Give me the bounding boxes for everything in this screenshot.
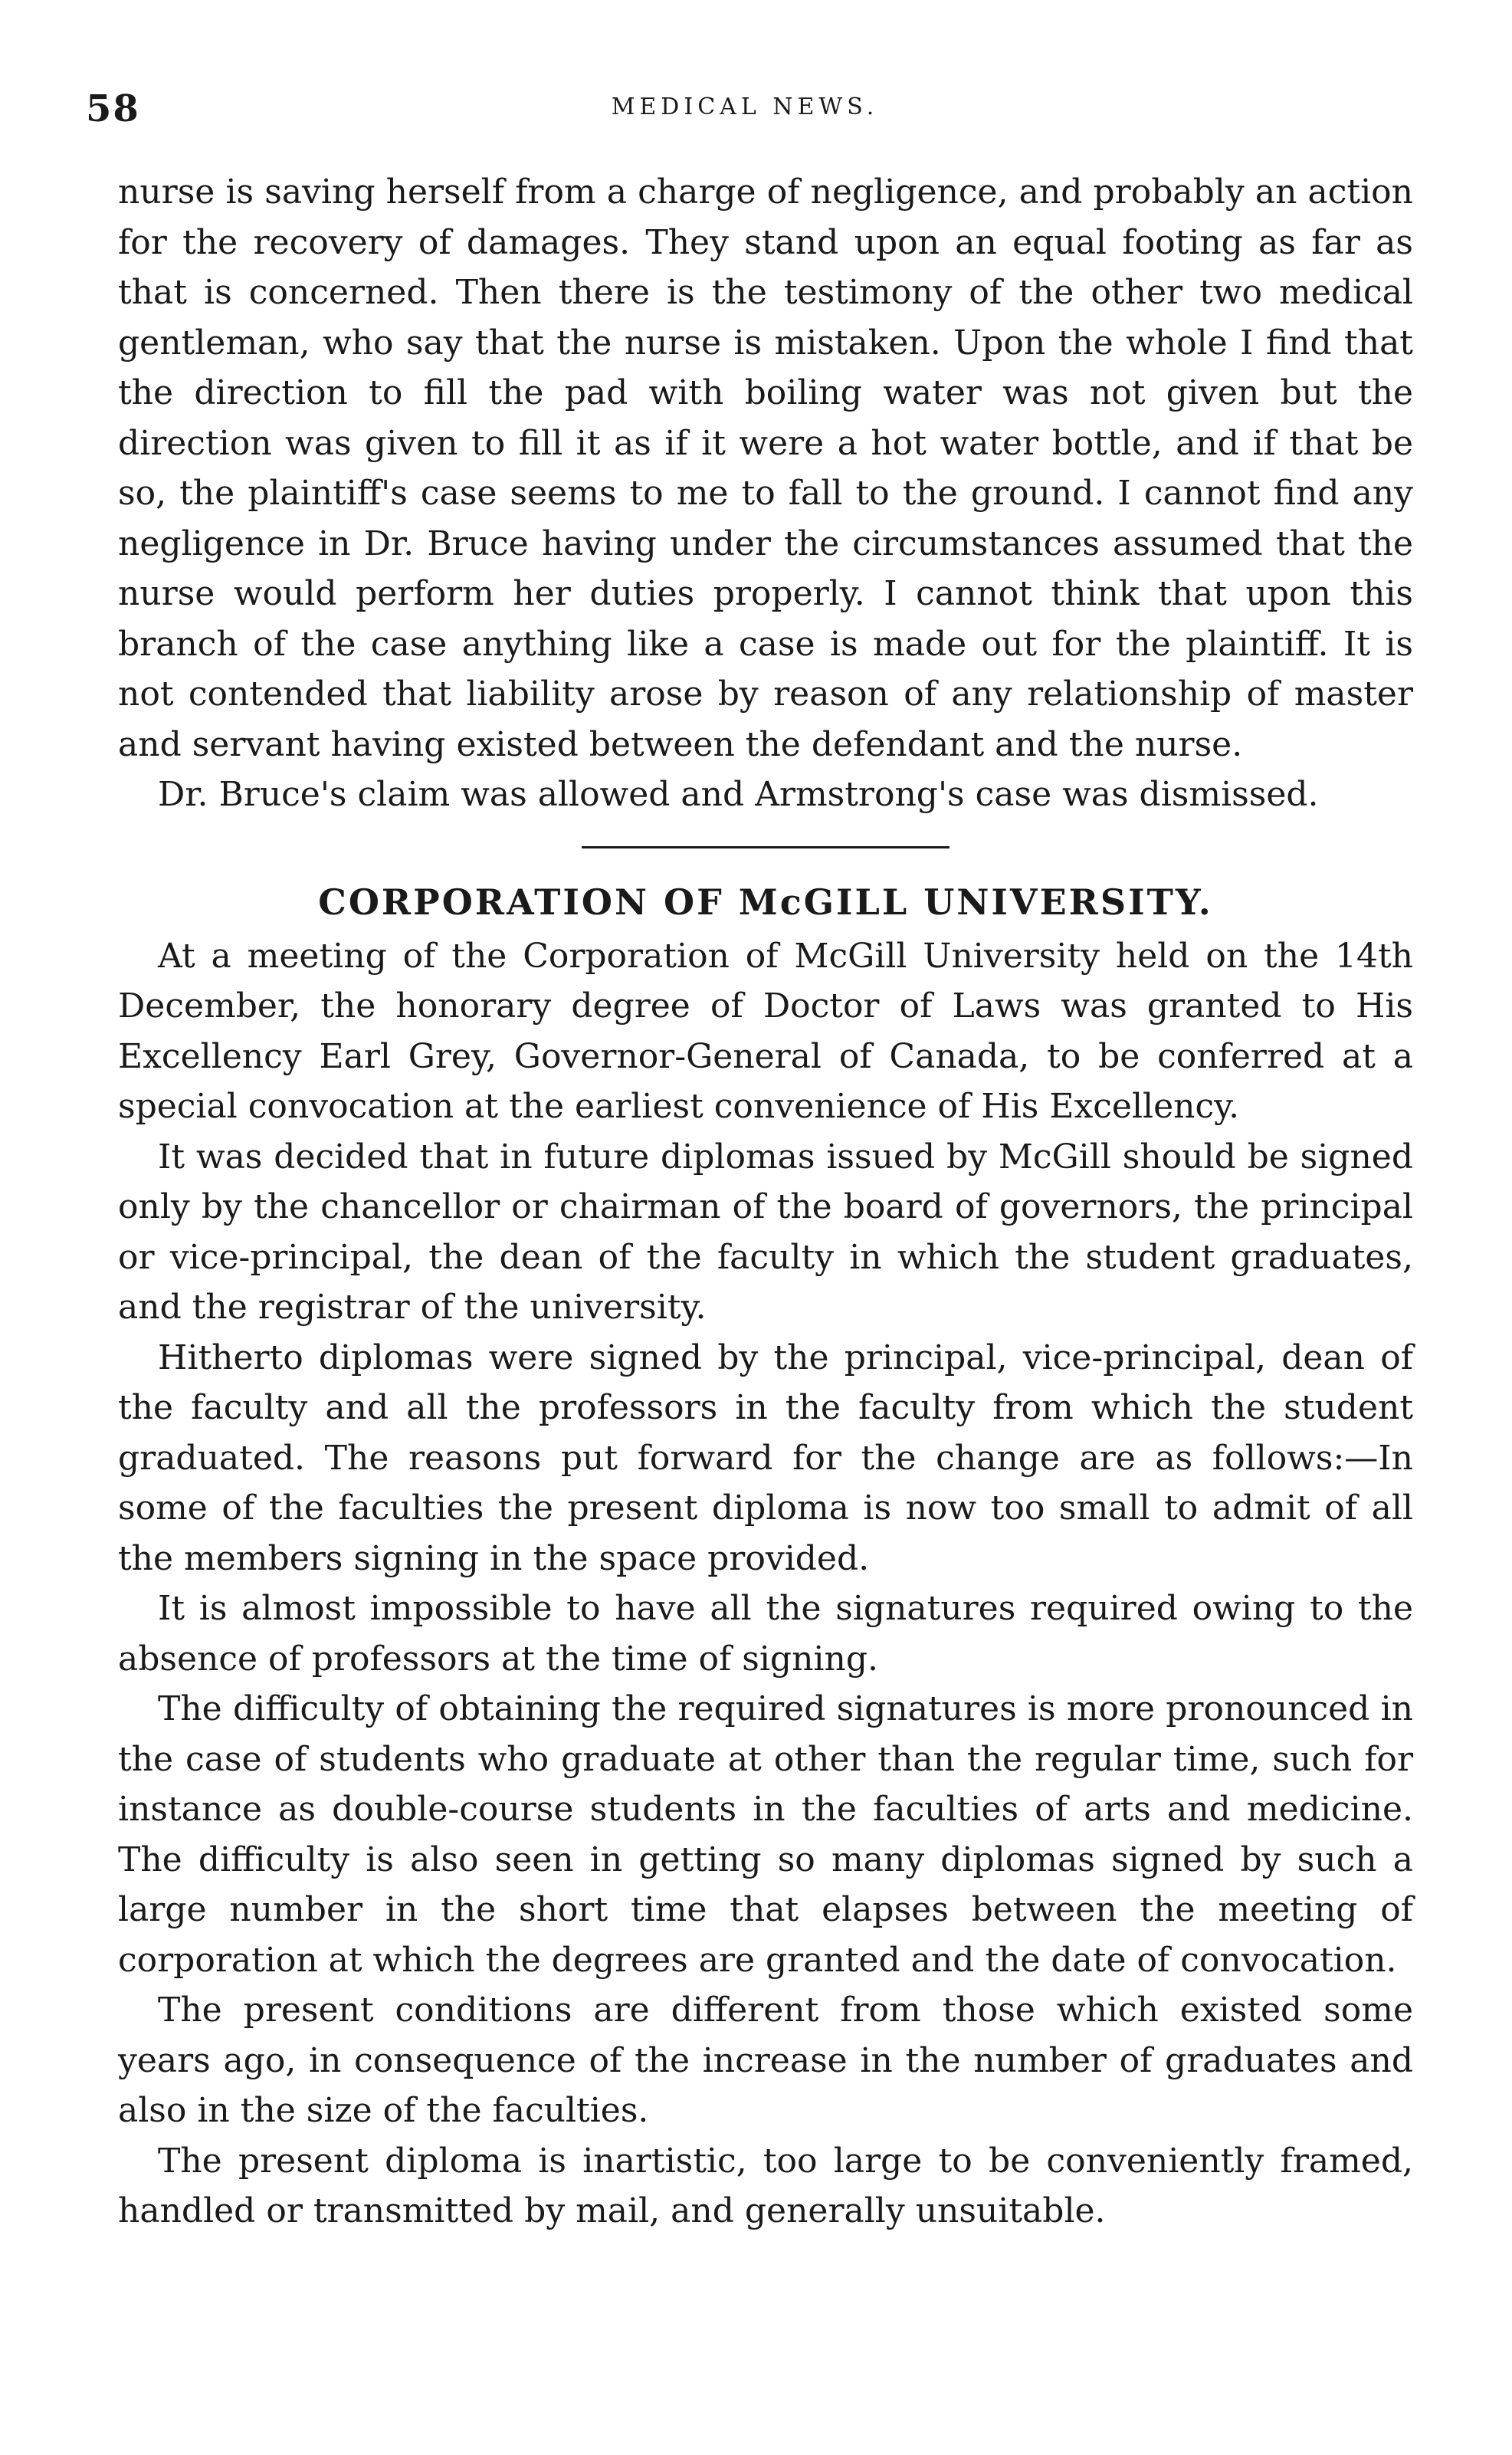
paragraph: It is almost impossible to have all the signatures required owing to the absence of professors at the time of signing. (118, 1589, 1413, 1679)
body-text (118, 167, 1413, 2237)
running-head: MEDICAL NEWS. (611, 94, 879, 120)
verdict-paragraph: Dr. Bruce's claim was allowed and Armstrong's case was dismissed. (158, 775, 1319, 814)
paragraph: The present conditions are different from those which existed some years ago, in consequence of the increase in the number of graduates and also in the size of the faculties. (118, 1991, 1413, 2130)
continued-paragraph: nurse is saving herself from a charge of negligence, and probably an action for the recovery of damages. They stand upon an equal footing as far as that is concerned. Then there is the testimony of the other two medical gentleman, who say that the nurse is mistaken. Upon the whole I find that the direction to fill the pad with boiling water was not given but the direction was given to fill it as if it were a hot water bottle, and if that be so, the plaintiff's case seems to me to fall to the ground. I cannot find any negligence in Dr. Bruce having under the circumstances assumed that the nurse would perform her duties properly. I cannot think that upon this branch of the case anything like a case is made out for the plaintiff. It is not contended that liability arose by reason of any relationship of master and servant having existed between the defendant and the nurse. (118, 172, 1413, 764)
page-header (86, 86, 1404, 132)
page-number: 58 (86, 87, 140, 130)
section-heading: CORPORATION OF McGILL UNIVERSITY. (318, 881, 1213, 923)
section-divider (582, 846, 950, 848)
paragraph: At a meeting of the Corporation of McGill University held on the 14th December, the honorary degree of Doctor of Laws was granted to His Excellency Earl Grey, Governor-General of Canada, to be conferred at a special convocation at the earliest convenience of His Excellency. (118, 936, 1413, 1126)
paragraph: Hitherto diplomas were signed by the principal, vice-principal, dean of the faculty and all the professors in the faculty from which the student graduated. The reasons put forward for the change are as follows:—In some of the faculties the present diploma is now too small to admit of all the members signing in the space provided. (118, 1337, 1413, 1578)
paragraph: The difficulty of obtaining the required signatures is more pronounced in the case of students who graduate at other than the regular time, such for instance as double-course students in the faculties of arts and medicine. The difficulty is also seen in getting so many diplomas signed by such a large number in the short time that elapses between the meeting of corporation at which the degrees are granted and the date of convocation. (118, 1689, 1413, 1980)
paragraph: It was decided that in future diplomas issued by McGill should be signed only by the chancellor or chairman of the board of governors, the principal or vice-principal, the dean of the faculty in which the student graduates, and the registrar of the university. (118, 1137, 1413, 1327)
paragraph: The present diploma is inartistic, too large to be conveniently framed, handled or transmitted by mail, and generally unsuitable. (118, 2141, 1413, 2230)
